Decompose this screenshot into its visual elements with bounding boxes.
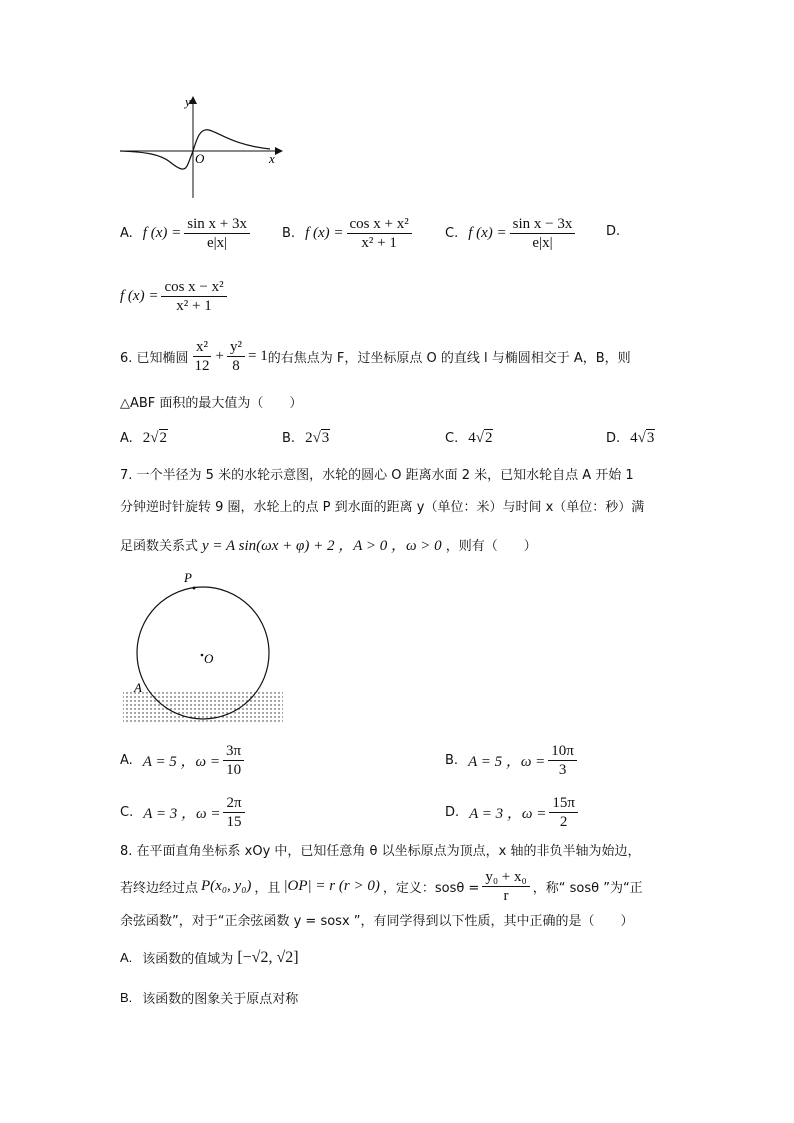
radicand: 3: [321, 430, 330, 446]
q7-text-pre: 足函数关系式: [120, 539, 199, 554]
q5-option-c[interactable]: [445, 215, 578, 252]
option-expr: A = 5 ，ω =: [468, 754, 546, 770]
coefficient: 4: [468, 430, 476, 446]
numerator: sin x − 3x: [510, 215, 576, 234]
q7-option-b[interactable]: [445, 742, 580, 779]
option-label: D.: [445, 805, 460, 820]
numerator: 3π: [223, 742, 244, 761]
numerator: sin x + 3x: [184, 215, 250, 234]
x-axis-label: x: [269, 151, 275, 166]
denominator: e|x|: [532, 235, 553, 251]
denominator: x² + 1: [176, 298, 212, 314]
denominator: 15: [226, 814, 242, 830]
numerator: y²: [227, 338, 245, 357]
option-label: A.: [120, 753, 133, 768]
q8-option-a[interactable]: [120, 948, 299, 967]
q6-text-post: 的右焦点为 F，过坐标原点 O 的直线 l 与椭圆相交于 A，B，则: [267, 351, 631, 366]
option-lhs: f (x) =: [142, 225, 182, 241]
coefficient: 2: [142, 430, 151, 446]
numerator: 2π: [223, 794, 244, 813]
q8-option-b[interactable]: [120, 988, 298, 1007]
denominator: 2: [559, 814, 568, 830]
point-o-label: O: [204, 651, 214, 666]
q7-option-c[interactable]: [120, 794, 248, 831]
option-expr: A = 3 ，ω =: [469, 806, 547, 822]
option-lhs: f (x) =: [305, 225, 344, 241]
y-axis-label: y: [185, 94, 191, 109]
numerator: 15π: [549, 794, 578, 813]
water-wheel-figure: [118, 568, 288, 728]
q7-stem-line3: [120, 534, 537, 555]
option-text: 该函数的值域为: [142, 952, 234, 967]
q7-option-d[interactable]: [445, 794, 581, 831]
q6-text-pre: 6. 已知椭圆: [120, 351, 189, 366]
option-lhs: f (x) =: [120, 288, 159, 304]
water-surface: [123, 692, 283, 722]
radicand: 3: [646, 430, 655, 446]
option-label: D.: [606, 431, 621, 446]
op-length: |OP| = r (r > 0): [283, 878, 380, 894]
option-label: B.: [282, 431, 296, 446]
option-label: B.: [120, 990, 133, 1005]
q8-text-pre: 若终边经过点: [120, 881, 199, 896]
denominator: 10: [226, 762, 242, 778]
q8-text-mid: ，且: [254, 881, 281, 896]
numerator: y₀ + x₀: [482, 868, 529, 887]
q8-stem-line1: 8. 在平面直角坐标系 xOy 中，已知任意角 θ 以坐标原点为顶点，x 轴的非负半轴为始边，: [120, 844, 641, 859]
denominator: 8: [232, 358, 240, 374]
equation-rhs: = 1: [248, 348, 268, 364]
radicand: 2: [159, 430, 168, 446]
q7-option-a[interactable]: [120, 742, 247, 779]
option-label: A.: [120, 431, 133, 446]
option-expr: A = 5 ，ω =: [142, 754, 221, 770]
numerator: 10π: [548, 742, 577, 761]
option-label: B.: [445, 753, 459, 768]
denominator: e|x|: [207, 235, 228, 251]
point-p: [193, 587, 196, 590]
q7-formula: y = A sin(ωx + φ) + 2 ，A > 0 ，ω > 0: [202, 538, 442, 554]
denominator: r: [503, 888, 509, 904]
center-point: [201, 654, 204, 657]
q7-stem-line1: 7. 一个半径为 5 米的水轮示意图，水轮的圆心 O 距离水面 2 米，已知水轮自点 A 开始 1: [120, 468, 634, 483]
numerator: cos x + x²: [347, 215, 412, 234]
numerator: x²: [193, 338, 211, 357]
option-text: 该函数的图象关于原点对称: [142, 992, 299, 1007]
option-label: B.: [282, 226, 296, 241]
numerator: cos x − x²: [161, 278, 226, 297]
option-label: C.: [120, 805, 134, 820]
q8-text-def: ，定义：sosθ =: [382, 881, 480, 896]
q7-text-post: ，则有（ ）: [445, 539, 537, 554]
q6-option-d[interactable]: D. 4 √3: [606, 430, 655, 446]
range-expr: [−√2, √2]: [237, 948, 299, 966]
q6-stem-line1: 6. 已知椭圆 $\frac{\text{x²}}{12}$ + $\frac{\text{y²}}{8}$ = 1 的右焦点为 F，过坐标原点 O 的直线 l 与椭圆相交于 A，B，则: [120, 339, 631, 374]
coefficient: 4: [630, 430, 638, 446]
q8-stem-line2: [120, 868, 643, 905]
option-label: A.: [120, 950, 133, 965]
denominator: x² + 1: [361, 235, 397, 251]
option-expr: A = 3 ，ω =: [143, 806, 221, 822]
point-a-label: A: [134, 680, 142, 695]
q8-stem-line3: 余弦函数”，对于“正余弦函数 y = sosx ”，有同学得到以下性质，其中正确的是（ ）: [120, 914, 634, 929]
q6-stem-line2: △ABF 面积的最大值为（ ）: [120, 396, 303, 411]
denominator: 3: [558, 762, 567, 778]
function-graph: [115, 90, 285, 202]
q6-option-a[interactable]: A. 2 √2: [120, 430, 168, 446]
q5-option-b[interactable]: [282, 215, 415, 252]
option-label: A.: [120, 226, 133, 241]
option-label: D.: [606, 224, 621, 239]
q6-option-b[interactable]: B. 2 √3: [282, 430, 330, 446]
point-p-coords: P(x₀, y₀): [201, 878, 252, 894]
option-label: C.: [445, 226, 459, 241]
q7-stem-line2: 分钟逆时针旋转 9 圈，水轮上的点 P 到水面的距离 y（单位：米）与时间 x（单位：秒）满: [120, 500, 645, 515]
q5-option-a[interactable]: [120, 215, 253, 252]
coefficient: 2: [305, 430, 313, 446]
point-p-label: P: [184, 570, 192, 585]
denominator: 12: [194, 358, 210, 374]
q5-option-d[interactable]: [120, 278, 230, 315]
option-label: C.: [445, 431, 459, 446]
radicand: 2: [484, 430, 493, 446]
origin-label: O: [195, 151, 205, 166]
q5-option-d-label[interactable]: [606, 224, 630, 239]
q8-text-post: ，称“ sosθ ”为“正: [532, 881, 643, 896]
option-lhs: f (x) =: [468, 225, 507, 241]
q6-option-c[interactable]: C. 4 √2: [445, 430, 493, 446]
